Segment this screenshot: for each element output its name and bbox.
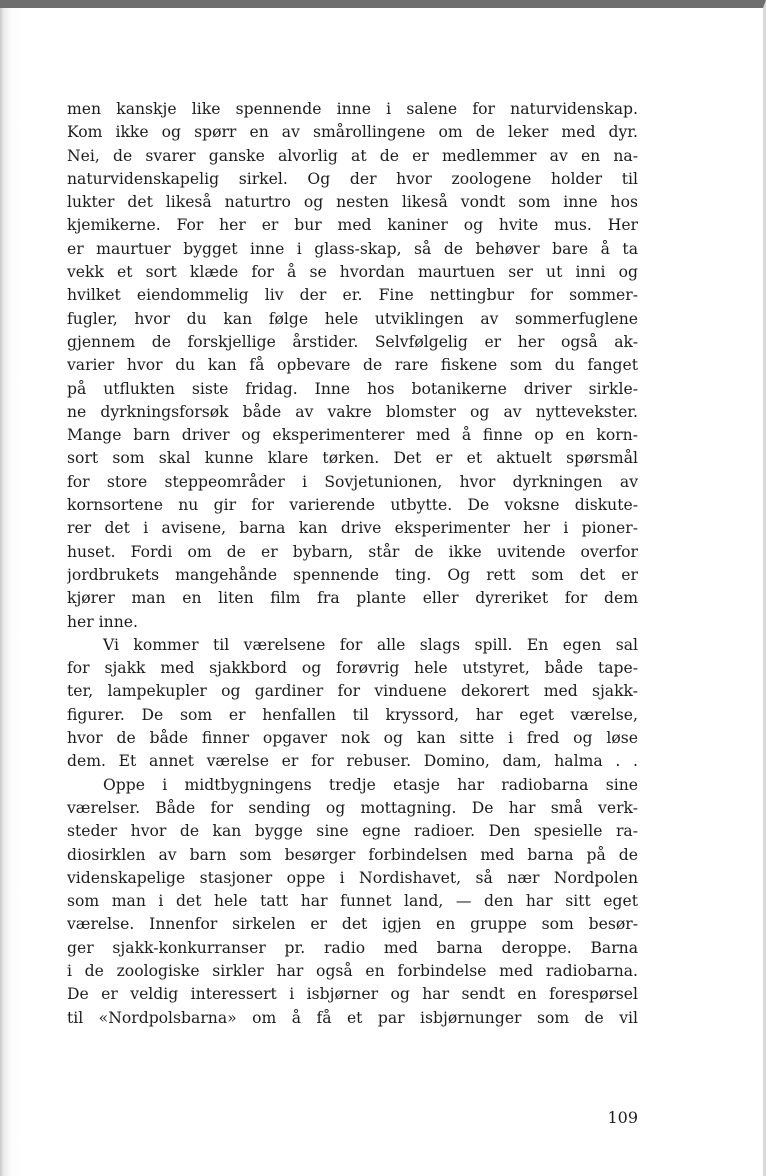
- text-line: gjennem de forskjellige årstider. Selvfølgelig er her også ak-: [67, 332, 638, 351]
- text-line: ter, lampekupler og gardiner for vinduene dekorert med sjakk-: [67, 682, 638, 701]
- paragraph-start-line: Vi kommer til værelsene for alle slags spill. En egen sal: [103, 635, 638, 654]
- text-line: naturvidenskapelig sirkel. Og der hvor zoologene holder til: [67, 169, 638, 188]
- text-line: lukter det likeså naturtro og nesten likeså vondt som inne hos: [67, 193, 638, 212]
- text-line: for store steppeområder i Sovjetunionen, hvor dyrkningen av: [67, 472, 638, 491]
- text-line: sort som skal kunne klare tørken. Det er et aktuelt spørsmål: [67, 449, 638, 468]
- text-line: for sjakk med sjakkbord og forøvrig hele utstyret, både tape-: [67, 659, 638, 678]
- text-line: værelser. Både for sending og mottagning. De har små verk-: [67, 798, 638, 817]
- text-line: som man i det hele tatt har funnet land, — den har sitt eget: [67, 892, 638, 911]
- text-line: kornsortene nu gir for varierende utbytte. De voksne diskute-: [67, 496, 638, 515]
- text-line: på utflukten siste fridag. Inne hos botanikerne driver sirkle-: [67, 379, 638, 398]
- text-line: varier hvor du kan få opbevare de rare fiskene som du fanget: [67, 356, 638, 375]
- text-line: hvilket eiendommelig liv der er. Fine nettingbur for sommer-: [67, 286, 638, 305]
- text-line: Mange barn driver og eksperimenterer med å finne op en korn-: [67, 426, 638, 445]
- text-line: ne dyrkningsforsøk både av vakre blomster og av nyttevekster.: [67, 402, 638, 421]
- text-line: huset. Fordi om de er bybarn, står de ikke uvitende overfor: [67, 542, 638, 561]
- book-page-text: [67, 98, 638, 1030]
- text-line: kjører man en liten film fra plante eller dyreriket for dem: [67, 589, 638, 608]
- text-line: diosirklen av barn som besørger forbindelsen med barna på de: [67, 845, 638, 864]
- text-line: men kanskje like spennende inne i salene for naturvidenskap.: [67, 100, 638, 118]
- text-line: De er veldig interessert i isbjørner og har sendt en forespørsel: [67, 985, 638, 1004]
- text-line: Nei, de svarer ganske alvorlig at de er medlemmer av en na-: [67, 146, 638, 165]
- text-line: er maurtuer bygget inne i glass-skap, så de behøver bare å ta: [67, 239, 638, 258]
- text-line: figurer. De som er henfallen til kryssord, har eget værelse,: [67, 705, 638, 724]
- text-line: rer det i avisene, barna kan drive eksperimenter her i pioner-: [67, 519, 638, 538]
- page-number: 109: [607, 1108, 638, 1127]
- paragraph-start-line: Oppe i midtbygningens tredje etasje har radiobarna sine: [103, 775, 638, 794]
- text-line: steder hvor de kan bygge sine egne radioer. Den spesielle ra-: [67, 822, 638, 841]
- text-line: videnskapelige stasjoner oppe i Nordishavet, så nær Nordpolen: [67, 868, 638, 887]
- text-line: i de zoologiske sirkler har også en forbindelse med radiobarna.: [67, 961, 638, 980]
- text-line: vekk et sort klæde for å se hvordan maurtuen ser ut inni og: [67, 263, 638, 282]
- text-line: kjemikerne. For her er bur med kaniner og hvite mus. Her: [67, 216, 638, 235]
- text-line: fugler, hvor du kan følge hele utviklingen av sommerfuglene: [67, 309, 638, 328]
- text-line: til «Nordpolsbarna» om å få et par isbjørnunger som de vil: [67, 1008, 638, 1027]
- text-line: hvor de både finner opgaver nok og kan sitte i fred og løse: [67, 729, 638, 748]
- text-line: værelse. Innenfor sirkelen er det igjen en gruppe som besør-: [67, 915, 638, 934]
- text-line: ger sjakk-konkurranser pr. radio med barna deroppe. Barna: [67, 938, 638, 957]
- paragraph-end-line: her inne.: [67, 612, 138, 631]
- text-line: Kom ikke og spørr en av smårollingene om de leker med dyr.: [67, 123, 638, 142]
- text-line: jordbrukets mangehånde spennende ting. Og rett som det er: [67, 565, 638, 584]
- paragraph-end-line: dem. Et annet værelse er for rebuser. Domino, dam, halma . .: [67, 752, 638, 771]
